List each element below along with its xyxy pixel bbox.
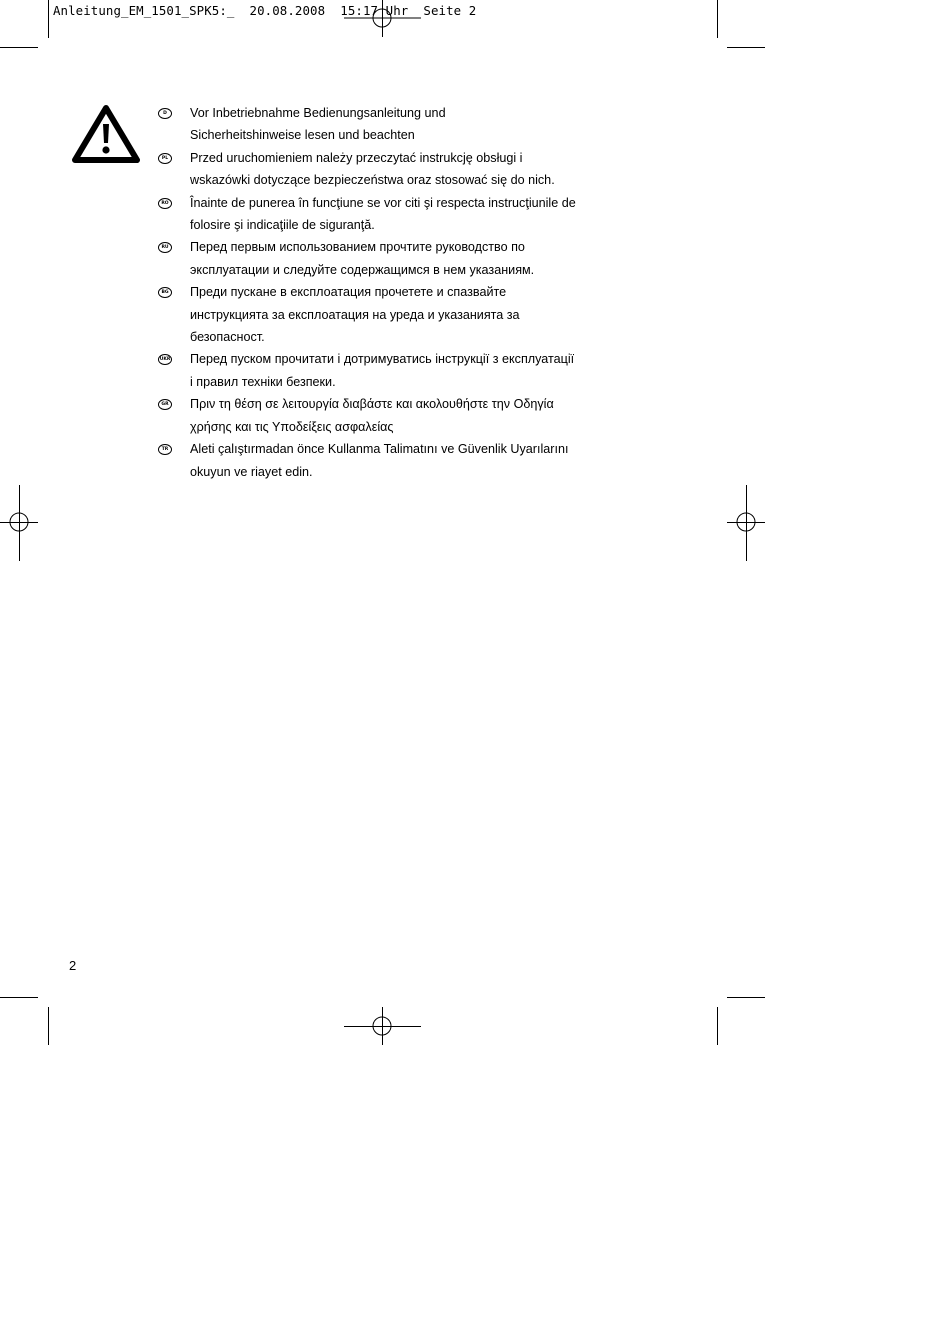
language-badge-pl: PL xyxy=(158,153,172,164)
page-number: 2 xyxy=(69,958,77,973)
crosshair-registration-icon xyxy=(344,1007,421,1045)
notice-turkish xyxy=(158,438,618,483)
notice-text: Перед первым использованием прочтите руководство по эксплуатации и следуйте содержащимся в нем указаниям. xyxy=(190,240,535,277)
notice-bulgarian xyxy=(158,281,618,348)
language-badge-tr: TR xyxy=(158,444,172,455)
notice-text: Aleti çalıştırmadan önce Kullanma Talimatını ve Güvenlik Uyarılarını okuyun ve riayet edin. xyxy=(190,442,569,479)
print-slug-line: Anleitung_EM_1501_SPK5:_ 20.08.2008 15:17 Uhr Seite 2 xyxy=(53,3,477,18)
notice-text: Πριν τη θέση σε λειτουργία διαβάστε και ακολουθήστε την Οδηγία χρήσης και τις Υποδείξεις ασφαλείας xyxy=(190,397,554,434)
crosshair-registration-icon xyxy=(0,485,38,561)
safety-notice-list xyxy=(158,102,618,483)
language-badge-d: D xyxy=(158,108,172,119)
notice-german xyxy=(158,102,618,147)
notice-russian xyxy=(158,236,618,281)
notice-text: Vor Inbetriebnahme Bedienungsanleitung und Sicherheitshinweise lesen und beachten xyxy=(190,106,446,143)
notice-greek xyxy=(158,393,618,438)
language-badge-ro: RO xyxy=(158,198,172,209)
notice-text: Înainte de punerea în funcţiune se vor citi şi respecta instrucţiunile de folosire şi indicaţiile de siguranţă. xyxy=(190,195,576,233)
notice-text: Przed uruchomieniem należy przeczytać instrukcję obsługi i wskazówki dotyczące bezpieczeństwa oraz stosować się do nich. xyxy=(190,150,555,188)
language-badge-ukr: UKR xyxy=(158,354,172,365)
notice-text: Перед пуском прочитати і дотримуватись інструкції з експлуатації і правил техніки безпеки. xyxy=(190,352,575,389)
notice-ukrainian xyxy=(158,348,618,393)
notice-romanian xyxy=(158,192,618,237)
warning-triangle-icon xyxy=(72,104,140,164)
notice-text: Преди пускане в експлоатация прочетете и спазвайте инструкцията за експлоатация на уреда и указанията за безопасност. xyxy=(190,285,520,345)
language-badge-bg: BG xyxy=(158,287,172,298)
notice-polish xyxy=(158,147,618,192)
language-badge-gr: GR xyxy=(158,399,172,410)
crosshair-registration-icon xyxy=(727,485,765,561)
language-badge-ru: RU xyxy=(158,242,172,253)
